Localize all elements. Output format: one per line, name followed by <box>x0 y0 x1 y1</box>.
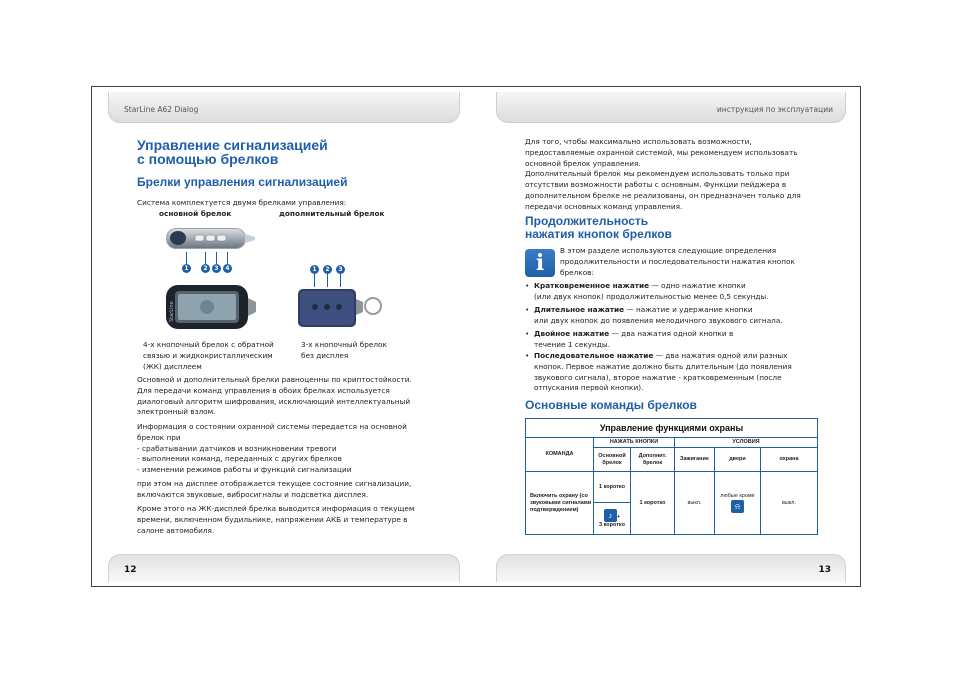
header-conditions: УСЛОВИЯ <box>675 438 818 448</box>
heading-line: нажатия кнопок брелков <box>525 227 672 241</box>
bullet-text: — нажатие и удержание кнопки <box>624 305 753 314</box>
header-press-buttons: НАЖАТЬ КНОПКИ <box>594 438 675 448</box>
text-line: - выполнении команд, переданных с других брелков <box>137 454 342 464</box>
caption-main-keyfob <box>143 339 274 372</box>
text-line: дополнительном брелке не реализованы, он предназначен только для <box>525 190 801 200</box>
pointer-line <box>314 274 315 287</box>
bullet-text: течение 1 секунды. <box>534 339 610 349</box>
page-title-line-2: с помощью брелков <box>137 151 279 167</box>
caption-line: (ЖК) дисплеем <box>143 362 202 371</box>
left-page-header <box>108 92 460 123</box>
header-guard: охрана <box>761 448 818 472</box>
text-line: Кроме этого на ЖК-дисплей брелка выводится информация о текущем <box>137 504 415 513</box>
text-line: брелков: <box>560 267 594 277</box>
text-line: Для передачи команд управления в обоих брелках используется <box>137 385 390 395</box>
text-line: электронный взлом. <box>137 407 216 417</box>
text-line: основной брелок управления. <box>525 158 641 168</box>
row-extra-press: 1 коротко <box>631 472 675 535</box>
main-keyfob-display-image <box>165 284 257 330</box>
text-line: - срабатывании датчиков и возникновении тревоги <box>137 443 337 453</box>
text-line: времени, включенном будильнике, напряжении АКБ и температуре в <box>137 514 408 524</box>
bullet-text: — одно нажатие кнопки <box>649 281 746 290</box>
text-line: включаются звуковые, вибросигналы и подсветка дисплея. <box>137 489 369 499</box>
paragraph-recommendation <box>525 137 801 213</box>
header-main-keyfob: Основной брелок <box>594 448 631 472</box>
header-brand: StarLine A62 Dialog <box>124 105 199 114</box>
row-doors-cell <box>715 472 761 535</box>
bullet-text: звукового сигнала), второе нажатие - кратковременным (после <box>534 372 782 382</box>
section-heading-press-duration <box>525 215 672 241</box>
commands-table <box>525 418 818 535</box>
music-note-icon: ♪ <box>604 509 617 522</box>
bullet-sequential-press <box>525 351 815 394</box>
section-heading-keyfobs: Брелки управления сигнализацией <box>137 175 348 189</box>
row-guard: выкл. <box>761 472 818 535</box>
heading-line: Продолжительность <box>525 214 649 228</box>
main-keyfob-side-image <box>165 225 257 252</box>
row-ignition: выкл. <box>675 472 715 535</box>
text-line: Для того, чтобы максимально использовать возможности, <box>525 137 752 146</box>
intro-text: Система комплектуется двумя брелками управления: <box>137 198 347 207</box>
button-number-4: 4 <box>223 264 232 273</box>
text-line: Основной и дополнительный брелки равноценны по криптостойкости. <box>137 375 412 384</box>
keyfob-logo-text: StarLine <box>169 301 175 322</box>
info-text <box>560 246 795 278</box>
bullet-text: — два нажатия одной или разных <box>653 351 788 360</box>
bullet-text: кнопок. Первое нажатие должно быть длительным (до появления <box>534 361 792 371</box>
manual-spread <box>91 86 861 587</box>
caption-line: связью и жидкокристаллическим <box>143 351 273 360</box>
extra-keyfob-image <box>297 287 389 329</box>
text-line: - изменении режимов работы и функций сигнализации <box>137 465 352 475</box>
page-number-left: 12 <box>124 565 137 575</box>
pointer-line <box>205 252 206 264</box>
caption-line: без дисплея <box>301 351 349 360</box>
bullet-term: Кратковременное нажатие <box>534 281 650 290</box>
right-page-footer <box>496 554 846 582</box>
text-line: продолжительности и последовательности нажатия кнопок <box>560 256 795 266</box>
plus-sign: + <box>616 513 621 520</box>
header-ignition: Зажигание <box>675 448 715 472</box>
text-line: брелок при <box>137 432 181 442</box>
header-manual-title: инструкция по эксплуатации <box>716 105 833 114</box>
text-line: Дополнительный брелок мы рекомендуем использовать только при <box>525 169 790 179</box>
button-number-2: 2 <box>201 264 210 273</box>
extra-button-number-3: 3 <box>336 265 345 274</box>
header-doors: двери <box>715 448 761 472</box>
car-door-icon: ⍾ <box>731 500 744 513</box>
caption-extra-keyfob <box>301 339 387 361</box>
text-line: В этом разделе используются следующие определения <box>560 246 777 255</box>
pointer-line <box>186 252 187 264</box>
bullet-term: Двойное нажатие <box>534 329 610 338</box>
page-number-right: 13 <box>818 565 831 575</box>
label-extra-keyfob: дополнительный брелок <box>279 209 385 218</box>
header-extra-keyfob: Дополнит. брелок <box>631 448 675 472</box>
table-title: Управление функциями охраны <box>526 419 818 438</box>
row-main-press-1: 1 коротко <box>594 472 631 503</box>
left-page-footer <box>108 554 460 582</box>
text-line: Информация о состоянии охранной системы передается на основной <box>137 422 407 431</box>
caption-line: 3-х кнопочный брелок <box>301 340 387 349</box>
info-icon: i <box>525 249 555 277</box>
pointer-line <box>216 252 217 264</box>
bullet-term: Длительное нажатие <box>534 305 625 314</box>
bullet-text: или двух кнопок до появления мелодичного звукового сигнала. <box>534 315 783 325</box>
caption-line: 4-х кнопочный брелок с обратной <box>143 340 274 349</box>
button-number-1: 1 <box>182 264 191 273</box>
pointer-line <box>340 274 341 287</box>
label-main-keyfob: основной брелок <box>159 209 232 218</box>
bullet-long-press <box>525 305 815 327</box>
paragraph-crypto <box>137 375 412 418</box>
page-title <box>137 138 328 166</box>
paragraph-lcd-info <box>137 504 414 536</box>
bullet-text: отпускания первой кнопки). <box>534 383 644 393</box>
bullet-double-press <box>525 329 815 351</box>
pointer-line <box>327 274 328 287</box>
header-command: КОМАНДА <box>526 438 594 472</box>
row-doors: любые кроме <box>720 493 755 499</box>
bullet-short-press <box>525 281 815 303</box>
text-line: отсутствии возможности работы с основным. Функции пейджера в <box>525 180 787 190</box>
button-number-3: 3 <box>212 264 221 273</box>
pointer-line <box>227 252 228 264</box>
paragraph-display-signals <box>137 479 411 501</box>
right-page-header <box>496 92 846 123</box>
text-line: салоне автомобиля. <box>137 525 215 535</box>
bullet-term: Последовательное нажатие <box>534 351 654 360</box>
row-main-press-2-cell <box>594 503 631 535</box>
bullet-text: — два нажатия одной кнопки в <box>609 329 734 338</box>
text-line: передачи основных команд управления. <box>525 201 683 211</box>
section-heading-commands: Основные команды брелков <box>525 398 697 412</box>
paragraph-status-info <box>137 422 407 476</box>
text-line: диалоговый алгоритм шифрования, исключающий интеллектуальный <box>137 396 411 406</box>
text-line: при этом на дисплее отображается текущее состояние сигнализации, <box>137 479 412 488</box>
row-main-press-2: 3 коротко <box>599 521 625 528</box>
extra-button-number-1: 1 <box>310 265 319 274</box>
page-title-line-1: Управление сигнализацией <box>137 137 328 153</box>
text-line: предоставляемые охранной системой, мы рекомендуем использовать <box>525 147 798 157</box>
bullet-text: (или двух кнопок) продолжительностью менее 0,5 секунды. <box>534 291 769 301</box>
extra-button-number-2: 2 <box>323 265 332 274</box>
row-command: Включить охрану (со звуковыми сигналами подтверждением) <box>526 472 594 535</box>
